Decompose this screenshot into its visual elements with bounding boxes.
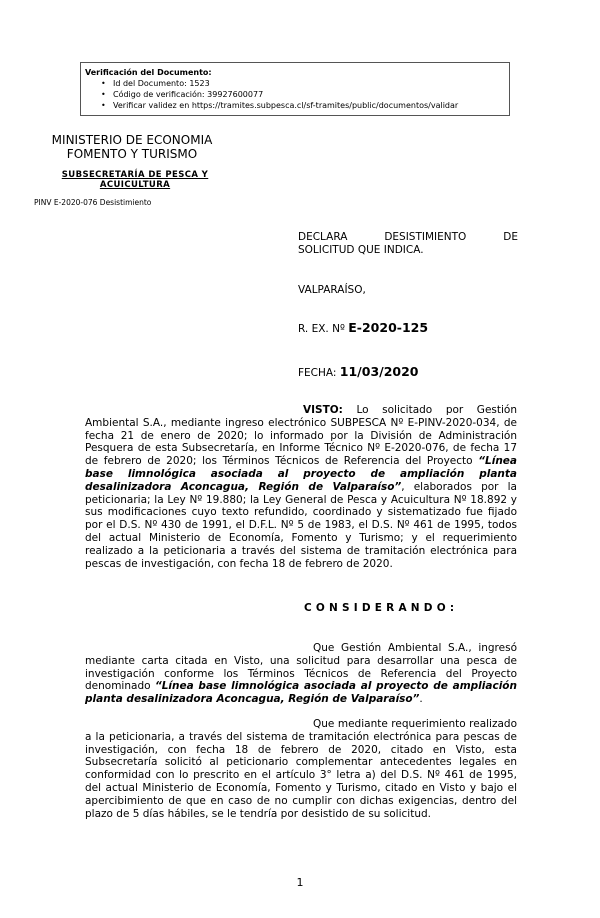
considerando-1-text: Que Gestión Ambiental S.A., ingresó mediante carta citada en Visto, una solicitud para desarrollar una pesca de investigación conforme los Términos Técnicos de Referencia del Proyecto denominado <box>85 642 517 693</box>
pinv-reference: PINV E-2020-076 Desistimiento <box>34 198 152 207</box>
resolution-date <box>298 364 419 379</box>
verification-link[interactable]: • Verificar validez en https://tramites.subpesca.cl/sf-tramites/public/documentos/validar <box>113 100 509 111</box>
verification-id: • Id del Documento: 1523 <box>113 78 509 89</box>
subsecretaria-line-2: ACUICULTURA <box>99 180 171 190</box>
considerando-heading: CONSIDERANDO: <box>304 602 459 614</box>
considerando-2-text: Que mediante requerimiento realizado a la peticionaria, a través del sistema de tramitación electrónica para pescas de investigación, con fecha 18 de febrero de 2020, citado en Visto, esta Subsecretaría solicitó al peticionario complementar antecedentes legales en conformidad con lo prescrito en el artículo 3° letra a) del D.S. Nº 461 de 1995, del actual Ministerio de Economía, Fomento y Turismo, citado en Visto y bajo el apercibimiento de que en caso de no cumplir con dichas exigencias, dentro del plazo de 5 días hábiles, se le tendría por desistido de su solicitud. <box>85 718 517 820</box>
verification-list <box>85 78 509 111</box>
subject-line-2: SOLICITUD QUE INDICA. <box>298 244 424 256</box>
subject-word-1: DECLARA <box>298 231 348 243</box>
considerando-paragraph-2 <box>85 718 517 820</box>
subject-word-2: DESISTIMIENTO <box>384 231 467 243</box>
visto-project-title: “Línea base limnológica asociada al proyecto de ampliación planta desalinizadora Aconcagua, Región de Valparaíso” <box>85 455 517 493</box>
ministry-header <box>38 133 226 161</box>
page-number: 1 <box>296 876 304 889</box>
verification-code: • Código de verificación: 39927600077 <box>113 89 509 100</box>
ministry-line-2: FOMENTO Y TURISMO <box>66 147 198 161</box>
visto-text-2: , elaborados por la peticionaria; la Ley Nº 19.880; la Ley General de Pesca y Acuicultura Nº 18.892 y sus modificaciones cuyo texto refundido, coordinado y sistematizado fue fijado por el D.S. Nº 430 de 1991, el D.F.L. Nº 5 de 1983, el D.S. Nº 461 de 1995, todos del actual Ministerio de Economía, Fomento y Turismo; y el requerimiento realizado a la peticionaria a través del sistema de tramitación electrónica para pescas de investigación, con fecha 18 de febrero de 2020. <box>85 480 517 570</box>
resolution-subject <box>298 231 518 257</box>
place: VALPARAÍSO, <box>298 284 366 296</box>
resolution-number-label: R. EX. Nº <box>298 323 345 335</box>
visto-text-1: Lo solicitado por Gestión Ambiental S.A., mediante ingreso electrónico SUBPESCA Nº E-PINV-2020-034, de fecha 21 de enero de 2020; lo informado por la División de Administración Pesquera de esta Subsecretaría, en Informe Técnico Nº E-2020-076, de fecha 17 de febrero de 2020; los Términos Técnicos de Referencia del Proyecto <box>85 404 517 468</box>
resolution-date-label: FECHA: <box>298 367 337 379</box>
verification-title: Verificación del Documento: <box>85 68 212 77</box>
visto-label: VISTO: <box>303 404 343 416</box>
considerando-1-project-title: “Línea base limnológica asociada al proyecto de ampliación planta desalinizadora Aconcagua, Región de Valparaíso” <box>85 680 517 706</box>
resolution-number <box>298 320 428 335</box>
subsecretaria-header <box>60 170 210 190</box>
visto-paragraph <box>85 404 517 570</box>
subsecretaria-line-1: SUBSECRETARÍA DE PESCA Y <box>61 170 209 180</box>
resolution-date-value: 11/03/2020 <box>339 364 419 379</box>
resolution-number-value: E-2020-125 <box>348 320 429 335</box>
verification-box <box>80 62 510 116</box>
considerando-1-end: . <box>419 693 423 706</box>
subject-word-3: DE <box>503 231 518 243</box>
considerando-paragraph-1 <box>85 642 517 706</box>
ministry-line-1: MINISTERIO DE ECONOMIA <box>51 133 213 147</box>
